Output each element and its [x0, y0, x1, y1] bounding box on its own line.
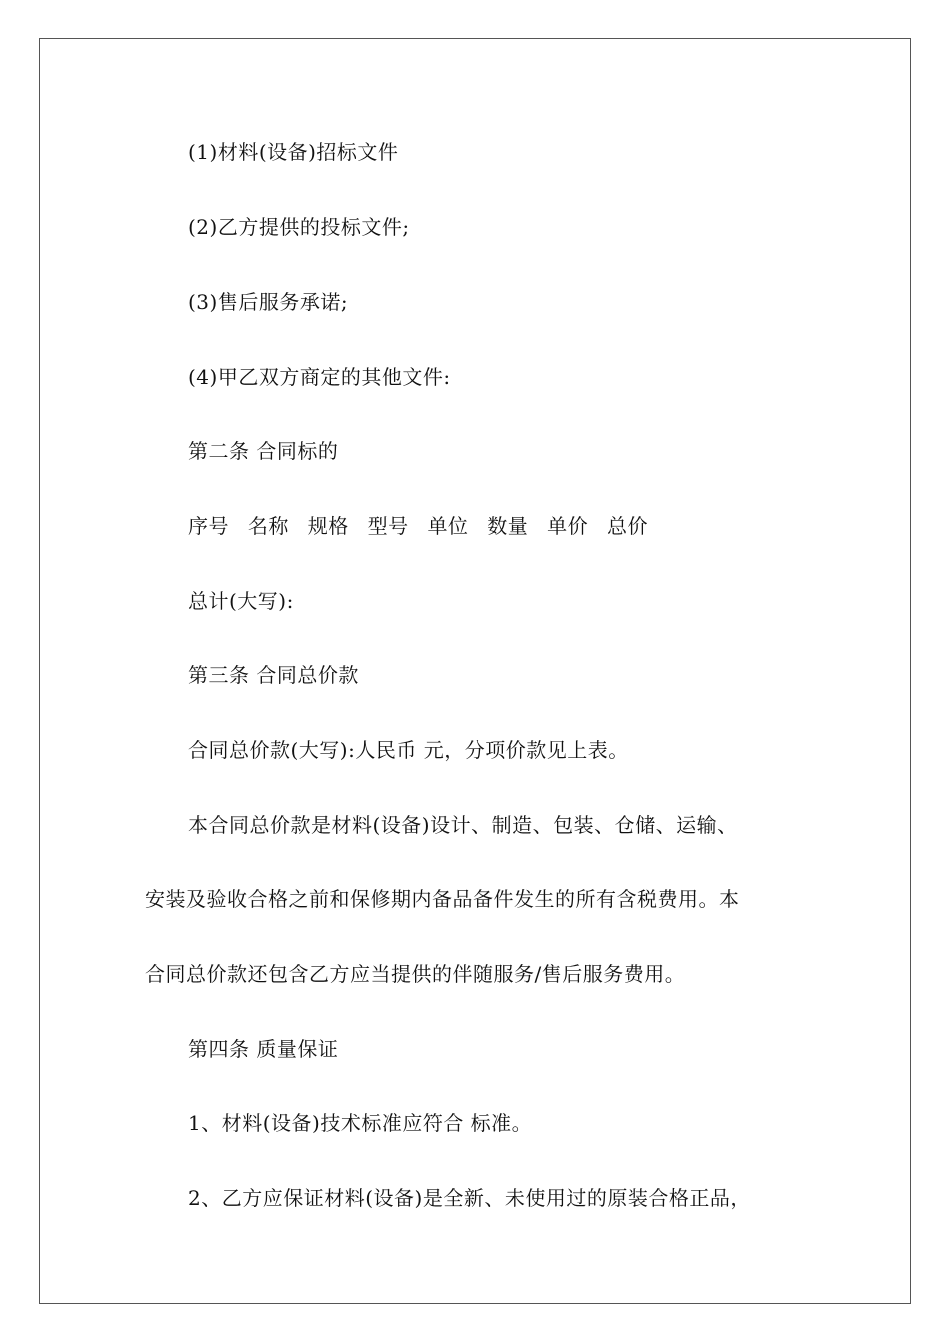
paragraph-line-2: 安装及验收合格之前和保修期内备品备件发生的所有含税费用。本	[145, 887, 740, 911]
col-header-spec: 规格	[307, 514, 349, 538]
col-header-model: 型号	[367, 514, 409, 538]
article-4-heading: 第四条 质量保证	[188, 1037, 339, 1061]
item-1: (1)材料(设备)招标文件	[188, 140, 399, 164]
item-4: (4)甲乙双方商定的其他文件:	[188, 365, 451, 389]
paragraph-line-1: 本合同总价款是材料(设备)设计、制造、包装、仓储、运输、	[188, 813, 738, 837]
item-3: (3)售后服务承诺;	[188, 290, 349, 314]
paragraph-line-3: 合同总价款还包含乙方应当提供的伴随服务/售后服务费用。	[145, 962, 686, 986]
col-header-index: 序号	[188, 514, 229, 538]
total-line: 总计(大写):	[188, 589, 294, 613]
col-header-total-price: 总价	[607, 514, 649, 538]
article-2-heading: 第二条 合同标的	[188, 439, 339, 463]
col-header-unit-price: 单价	[547, 514, 589, 538]
col-header-unit: 单位	[427, 514, 469, 538]
item-2: (2)乙方提供的投标文件;	[188, 215, 410, 239]
total-price-line: 合同总价款(大写):人民币 元，分项价款见上表。	[188, 738, 629, 762]
col-header-name: 名称	[247, 514, 289, 538]
clause-1: 1、材料(设备)技术标准应符合 标准。	[188, 1111, 533, 1135]
clause-2: 2、乙方应保证材料(设备)是全新、未使用过的原装合格正品，	[188, 1186, 751, 1210]
article-3-heading: 第三条 合同总价款	[188, 663, 359, 687]
col-header-quantity: 数量	[487, 514, 529, 538]
table-header-row	[188, 514, 660, 538]
